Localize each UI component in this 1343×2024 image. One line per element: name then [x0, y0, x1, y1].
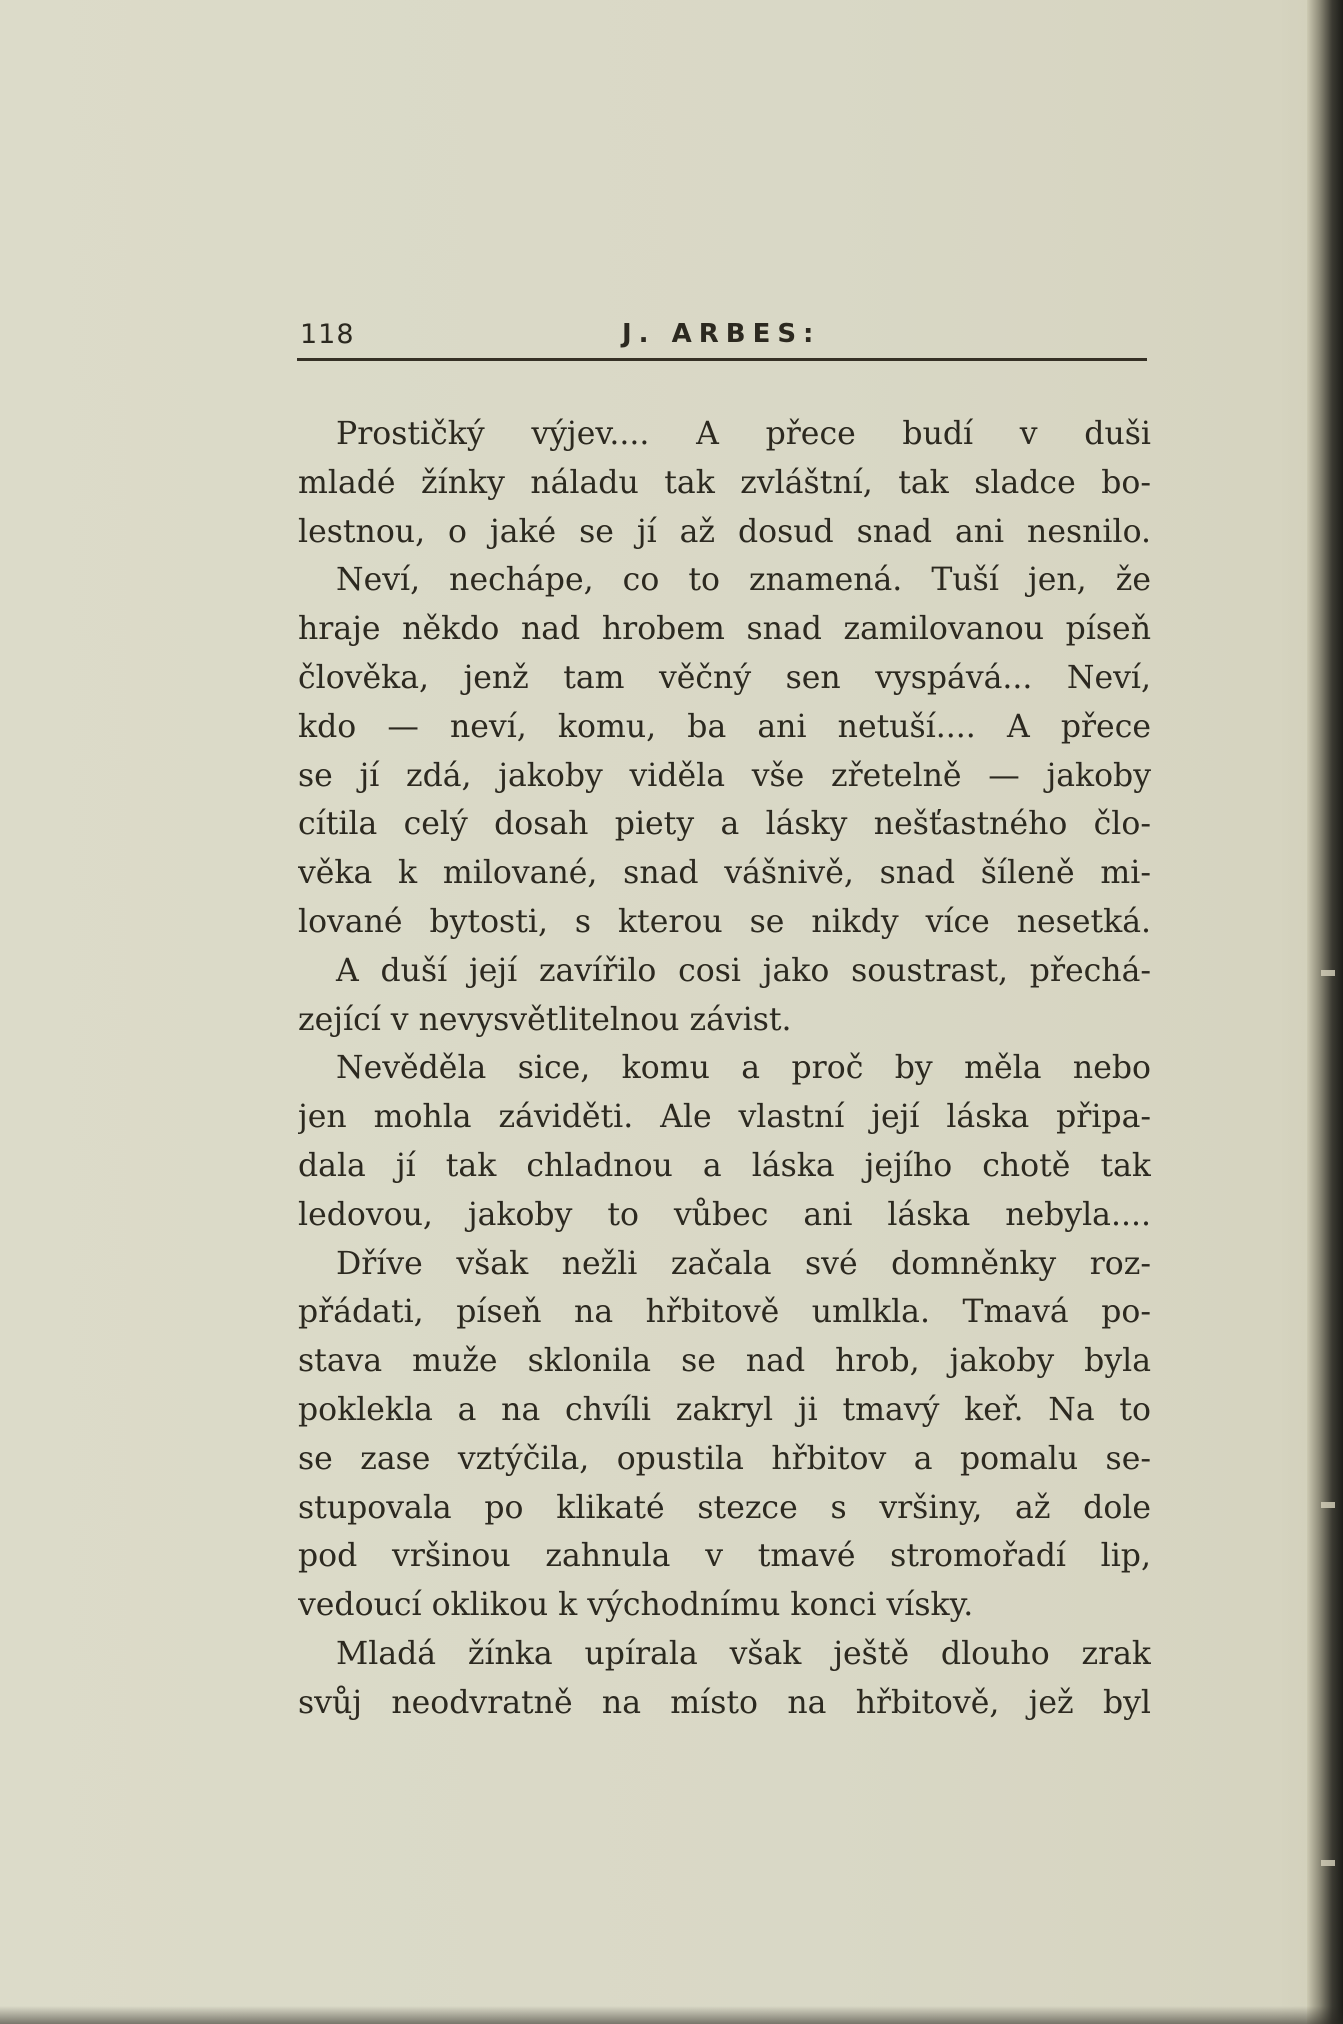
- text-line: lované bytosti, s kterou se nikdy více nesetká.: [298, 903, 1151, 940]
- text-line: přádati, píseň na hřbitově umlkla. Tmavá po-: [298, 1294, 1151, 1331]
- text-line: dala jí tak chladnou a láska jejího chotě tak: [298, 1147, 1151, 1184]
- text-line: hraje někdo nad hrobem snad zamilovanou píseň: [298, 611, 1151, 648]
- body-text: [298, 410, 1151, 1728]
- text-line: stupovala po klikaté stezce s vršiny, až dole: [298, 1489, 1151, 1526]
- edge-mark: [1321, 1860, 1335, 1866]
- text-line: mladé žínky náladu tak zvláštní, tak sladce bo-: [298, 464, 1151, 501]
- text-line: Dříve však nežli začala své domněnky roz-: [336, 1245, 1151, 1282]
- text-line: se jí zdá, jakoby viděla vše zřetelně — jakoby: [298, 757, 1151, 794]
- text-line: pod vršinou zahnula v tmavé stromořadí lip,: [298, 1538, 1151, 1575]
- text-line: zející v nevysvětlitelnou závist.: [298, 1001, 792, 1038]
- text-line: svůj neodvratně na místo na hřbitově, jež byl: [298, 1684, 1151, 1721]
- page-number: 118: [300, 319, 355, 350]
- text-line: vedoucí oklikou k východnímu konci vísky.: [298, 1587, 974, 1624]
- text-line: věka k milované, snad vášnivě, snad šíleně mi-: [298, 855, 1151, 892]
- text-line: Nevěděla sice, komu a proč by měla nebo: [336, 1050, 1151, 1087]
- running-head: J. ARBES:: [622, 319, 821, 349]
- text-line: člověka, jenž tam věčný sen vyspává... Neví,: [298, 659, 1151, 696]
- text-line: Mladá žínka upírala však ještě dlouho zrak: [336, 1635, 1151, 1672]
- text-line: Neví, nechápe, co to znamená. Tuší jen, že: [336, 562, 1151, 599]
- text-line: se zase vztýčila, opustila hřbitov a pomalu se-: [298, 1440, 1151, 1477]
- binding-edge: [1307, 0, 1343, 2024]
- edge-mark: [1321, 1502, 1335, 1508]
- page-header: [297, 312, 1147, 361]
- text-line: A duší její zavířilo cosi jako soustrast, přechá-: [336, 952, 1151, 989]
- text-line: kdo — neví, komu, ba ani netuší.... A přece: [298, 708, 1151, 745]
- text-line: cítila celý dosah piety a lásky nešťastného člo-: [298, 806, 1151, 843]
- text-line: ledovou, jakoby to vůbec ani láska nebyla....: [298, 1196, 1151, 1233]
- text-line: Prostičký výjev.... A přece budí v duši: [336, 416, 1151, 452]
- edge-mark: [1321, 970, 1335, 976]
- text-line: stava muže sklonila se nad hrob, jakoby byla: [298, 1343, 1151, 1380]
- page-bottom-shadow: [0, 2006, 1343, 2024]
- text-line: poklekla a na chvíli zakryl ji tmavý keř. Na to: [298, 1391, 1151, 1428]
- text-line: lestnou, o jaké se jí až dosud snad ani nesnilo.: [298, 513, 1151, 550]
- text-line: jen mohla záviděti. Ale vlastní její láska připa-: [298, 1099, 1151, 1136]
